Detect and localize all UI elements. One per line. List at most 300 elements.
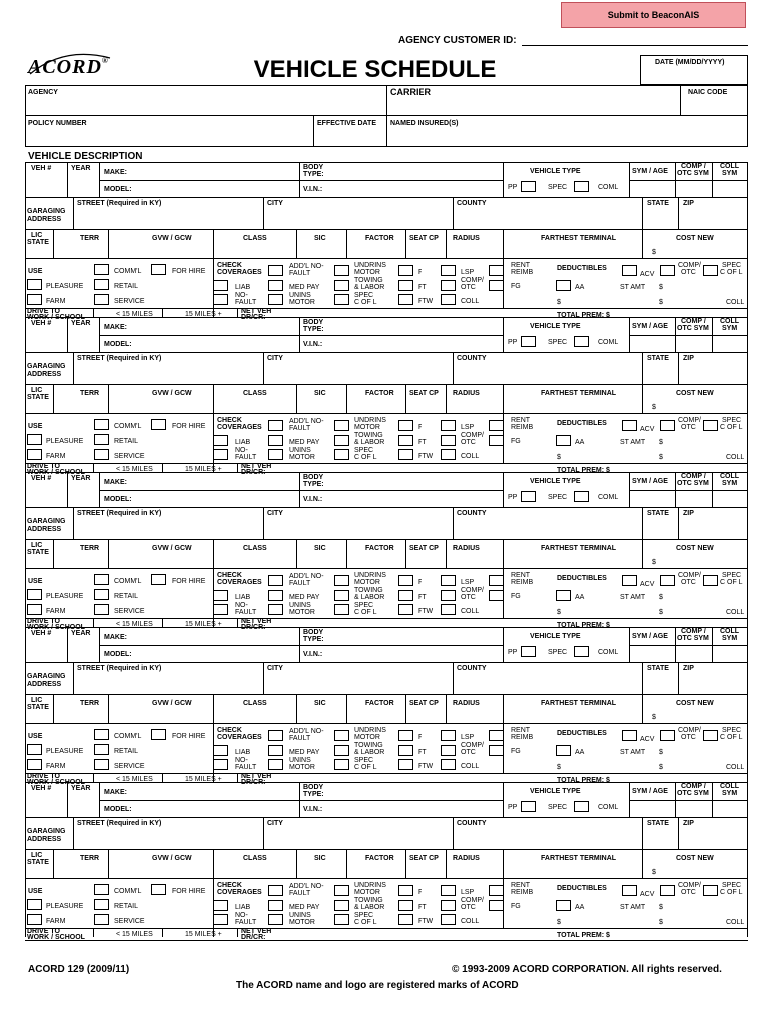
net-veh-label: NET VEH (241, 773, 272, 780)
county-field[interactable] (455, 209, 640, 227)
fg-checkbox[interactable] (489, 900, 504, 911)
cost-new-field[interactable] (660, 554, 746, 567)
spec-checkbox[interactable] (574, 646, 589, 657)
radius-field[interactable] (448, 244, 501, 257)
gvw-gcw-field[interactable] (110, 244, 211, 257)
ft-checkbox[interactable] (398, 435, 413, 446)
use-service-checkbox[interactable] (94, 604, 109, 615)
sym-age-field[interactable] (631, 181, 673, 196)
total-prem-field[interactable] (620, 929, 745, 937)
ftw-checkbox[interactable] (398, 294, 413, 305)
use-comml-checkbox[interactable] (94, 729, 109, 740)
comp-otc-checkbox[interactable] (441, 590, 456, 601)
sic-field[interactable] (298, 554, 344, 567)
use-retail-checkbox[interactable] (94, 279, 109, 290)
comp-otc-checkbox[interactable] (441, 435, 456, 446)
f-checkbox[interactable] (398, 575, 413, 586)
farthest-terminal-field[interactable] (505, 244, 640, 257)
aa-checkbox[interactable] (556, 900, 571, 911)
ft-checkbox[interactable] (398, 900, 413, 911)
rent-reimb-checkbox[interactable] (489, 420, 504, 431)
policy-number-field[interactable] (28, 129, 310, 145)
total-prem-field[interactable] (620, 464, 745, 472)
farthest-terminal-field[interactable] (505, 864, 640, 877)
zip-field[interactable] (680, 209, 745, 227)
use-retail-checkbox[interactable] (94, 744, 109, 755)
gt-15-miles-checkbox[interactable] (164, 464, 182, 472)
no-fault-checkbox[interactable] (213, 759, 228, 770)
cost-new-field[interactable] (660, 864, 746, 877)
lsp-checkbox[interactable] (441, 730, 456, 741)
rent-reimb-checkbox[interactable] (489, 265, 504, 276)
factor-field[interactable] (348, 864, 403, 877)
undrins-motor-checkbox[interactable] (334, 885, 349, 896)
coll-sym-field[interactable] (714, 181, 745, 196)
fg-checkbox[interactable] (489, 745, 504, 756)
spec-cofl-deductible-checkbox[interactable] (703, 885, 718, 896)
vin-field[interactable] (330, 801, 500, 816)
net-veh-field[interactable] (272, 619, 502, 627)
net-veh-field[interactable] (272, 464, 502, 472)
lt-15-miles-checkbox[interactable] (95, 619, 113, 627)
spec-cofl-checkbox[interactable] (334, 759, 349, 770)
city-field[interactable] (265, 674, 451, 692)
liab-checkbox[interactable] (213, 590, 228, 601)
sym-age-field[interactable] (631, 491, 673, 506)
year-field[interactable] (69, 329, 97, 351)
spec-cofl-checkbox[interactable] (334, 914, 349, 925)
towing-labor-checkbox[interactable] (334, 280, 349, 291)
acv-checkbox[interactable] (622, 885, 637, 896)
pp-label: PP (508, 339, 518, 346)
gvw-gcw-field[interactable] (110, 709, 211, 722)
class-field[interactable] (215, 554, 294, 567)
use-for-hire-checkbox[interactable] (151, 729, 166, 740)
city-field[interactable] (265, 519, 451, 537)
agency-field[interactable] (28, 97, 383, 113)
use-farm-checkbox[interactable] (27, 914, 42, 925)
liab-checkbox[interactable] (213, 280, 228, 291)
pp-checkbox[interactable] (521, 336, 536, 347)
body-type-field[interactable] (330, 474, 500, 489)
veh-number-field[interactable] (27, 794, 65, 816)
comp-otc-checkbox[interactable] (441, 745, 456, 756)
fg-checkbox[interactable] (489, 280, 504, 291)
gvw-gcw-field[interactable] (110, 864, 211, 877)
year-field[interactable] (69, 174, 97, 196)
effective-date-field[interactable] (317, 129, 383, 145)
unins-motor-checkbox[interactable] (268, 759, 283, 770)
coll-deductible-field[interactable] (666, 294, 724, 306)
city-field[interactable] (265, 829, 451, 847)
coll-deductible-field[interactable] (666, 449, 724, 461)
aa-checkbox[interactable] (556, 280, 571, 291)
unins-motor-checkbox[interactable] (268, 294, 283, 305)
factor-field[interactable] (348, 709, 403, 722)
body-type-field[interactable] (330, 164, 500, 179)
med-pay-checkbox[interactable] (268, 590, 283, 601)
veh-number-field[interactable] (27, 484, 65, 506)
class-field[interactable] (215, 399, 294, 412)
body-type-field[interactable] (330, 319, 500, 334)
pp-checkbox[interactable] (521, 491, 536, 502)
terr-field[interactable] (55, 399, 106, 412)
spec-checkbox[interactable] (574, 491, 589, 502)
vin-field[interactable] (330, 491, 500, 506)
radius-field[interactable] (448, 709, 501, 722)
cost-new-field[interactable] (660, 709, 746, 722)
deductible-amount-field[interactable] (564, 759, 644, 771)
year-field[interactable] (69, 639, 97, 661)
undrins-motor-checkbox[interactable] (334, 420, 349, 431)
cost-new-field[interactable] (660, 399, 746, 412)
lt-15-miles-checkbox[interactable] (95, 774, 113, 782)
pp-checkbox[interactable] (521, 181, 536, 192)
ft-checkbox[interactable] (398, 590, 413, 601)
use-pleasure-checkbox[interactable] (27, 589, 42, 600)
undrins-motor-checkbox[interactable] (334, 575, 349, 586)
spec-cofl-deductible-checkbox[interactable] (703, 575, 718, 586)
terr-field[interactable] (55, 244, 106, 257)
use-service-checkbox[interactable] (94, 294, 109, 305)
state-field[interactable] (644, 364, 676, 382)
terr-field[interactable] (55, 554, 106, 567)
coll-sym-field[interactable] (714, 646, 745, 661)
f-checkbox[interactable] (398, 730, 413, 741)
towing-labor-checkbox[interactable] (334, 900, 349, 911)
comp-otc-sym-field[interactable] (677, 181, 710, 196)
aa-checkbox[interactable] (556, 590, 571, 601)
net-veh-field[interactable] (272, 929, 502, 937)
street-field[interactable] (75, 829, 261, 847)
aa-checkbox[interactable] (556, 745, 571, 756)
zip-field[interactable] (680, 364, 745, 382)
coll-coverage-checkbox[interactable] (441, 449, 456, 460)
use-farm-checkbox[interactable] (27, 759, 42, 770)
towing-labor-checkbox[interactable] (334, 590, 349, 601)
use-service-checkbox[interactable] (94, 759, 109, 770)
liab-checkbox[interactable] (213, 900, 228, 911)
class-field[interactable] (215, 709, 294, 722)
ft-checkbox[interactable] (398, 745, 413, 756)
comp-otc-deductible-checkbox[interactable] (660, 885, 675, 896)
coll-sym-field[interactable] (714, 336, 745, 351)
sic-field[interactable] (298, 399, 344, 412)
zip-field[interactable] (680, 519, 745, 537)
coll-coverage-checkbox[interactable] (441, 294, 456, 305)
ftw-checkbox[interactable] (398, 604, 413, 615)
liab-checkbox[interactable] (213, 435, 228, 446)
model-field[interactable] (138, 336, 296, 351)
spec-cofl-checkbox[interactable] (334, 449, 349, 460)
no-fault-checkbox[interactable] (213, 604, 228, 615)
spec-checkbox[interactable] (574, 181, 589, 192)
total-prem-field[interactable] (620, 774, 745, 782)
use-service-checkbox[interactable] (94, 914, 109, 925)
model-field[interactable] (138, 646, 296, 661)
lsp-checkbox[interactable] (441, 885, 456, 896)
addl-no-fault-checkbox[interactable] (268, 730, 283, 741)
comp-otc-deductible-checkbox[interactable] (660, 265, 675, 276)
terr-field[interactable] (55, 864, 106, 877)
comp-otc-checkbox[interactable] (441, 900, 456, 911)
use-retail-checkbox[interactable] (94, 589, 109, 600)
use-for-hire-checkbox[interactable] (151, 264, 166, 275)
county-field[interactable] (455, 829, 640, 847)
naic-field[interactable] (684, 98, 746, 114)
carrier-field[interactable] (390, 98, 676, 114)
named-insured-field[interactable] (390, 129, 745, 145)
lt-15-miles-checkbox[interactable] (95, 929, 113, 937)
vin-field[interactable] (330, 181, 500, 196)
factor-field[interactable] (348, 244, 403, 257)
county-field[interactable] (455, 519, 640, 537)
use-farm-checkbox[interactable] (27, 449, 42, 460)
radius-field[interactable] (448, 554, 501, 567)
aa-checkbox[interactable] (556, 435, 571, 446)
spec-cofl-deductible-checkbox[interactable] (703, 420, 718, 431)
lsp-label: LSP (461, 424, 475, 431)
radius-field[interactable] (448, 864, 501, 877)
spec-cofl-checkbox[interactable] (334, 604, 349, 615)
net-veh-field[interactable] (272, 774, 502, 782)
med-pay-checkbox[interactable] (268, 435, 283, 446)
coll-coverage-checkbox[interactable] (441, 604, 456, 615)
spec-checkbox[interactable] (574, 336, 589, 347)
model-field[interactable] (138, 491, 296, 506)
factor-field[interactable] (348, 554, 403, 567)
vin-field[interactable] (330, 646, 500, 661)
use-retail-checkbox[interactable] (94, 899, 109, 910)
med-pay-checkbox[interactable] (268, 280, 283, 291)
gvw-gcw-field[interactable] (110, 399, 211, 412)
use-comml-checkbox[interactable] (94, 264, 109, 275)
lt-15-miles-checkbox[interactable] (95, 464, 113, 472)
state-field[interactable] (644, 209, 676, 227)
use-farm-checkbox[interactable] (27, 604, 42, 615)
factor-label: FACTOR (365, 545, 394, 552)
deductible-amount-field[interactable] (564, 294, 644, 306)
addl-no-fault-checkbox[interactable] (268, 420, 283, 431)
street-field[interactable] (75, 364, 261, 382)
sic-field[interactable] (298, 709, 344, 722)
gt-15-miles-checkbox[interactable] (164, 619, 182, 627)
use-pleasure-checkbox[interactable] (27, 899, 42, 910)
use-farm-checkbox[interactable] (27, 294, 42, 305)
ft-checkbox[interactable] (398, 280, 413, 291)
lt-15-miles-checkbox[interactable] (95, 309, 113, 317)
comp-otc-sym-field[interactable] (677, 336, 710, 351)
sym-age-field[interactable] (631, 801, 673, 816)
ftw-checkbox[interactable] (398, 914, 413, 925)
total-prem-field[interactable] (620, 619, 745, 627)
rent-reimb-checkbox[interactable] (489, 575, 504, 586)
street-field[interactable] (75, 519, 261, 537)
model-field[interactable] (138, 801, 296, 816)
addl-no-fault-checkbox[interactable] (268, 265, 283, 276)
state-field[interactable] (644, 829, 676, 847)
med-pay-checkbox[interactable] (268, 745, 283, 756)
model-field[interactable] (138, 181, 296, 196)
date-field[interactable] (640, 55, 748, 85)
county-field[interactable] (455, 674, 640, 692)
lsp-checkbox[interactable] (441, 420, 456, 431)
lsp-checkbox[interactable] (441, 575, 456, 586)
net-veh-field[interactable] (272, 309, 502, 317)
year-field[interactable] (69, 484, 97, 506)
spec-checkbox[interactable] (574, 801, 589, 812)
seat-cp-field[interactable] (407, 864, 444, 877)
farthest-terminal-field[interactable] (505, 554, 640, 567)
agency-customer-id-field[interactable] (522, 45, 748, 46)
make-field[interactable] (135, 629, 295, 644)
undrins-motor-checkbox[interactable] (334, 730, 349, 741)
comp-otc-deductible-checkbox[interactable] (660, 420, 675, 431)
deductible-amount-field[interactable] (564, 449, 644, 461)
radius-field[interactable] (448, 399, 501, 412)
rent-reimb-checkbox[interactable] (489, 730, 504, 741)
pp-checkbox[interactable] (521, 801, 536, 812)
undrins-motor-checkbox[interactable] (334, 265, 349, 276)
f-checkbox[interactable] (398, 885, 413, 896)
comp-otc-deductible-checkbox[interactable] (660, 730, 675, 741)
make-field[interactable] (135, 319, 295, 334)
gt-15-miles-checkbox[interactable] (164, 929, 182, 937)
use-comml-checkbox[interactable] (94, 574, 109, 585)
no-fault-checkbox[interactable] (213, 294, 228, 305)
class-field[interactable] (215, 244, 294, 257)
comp-otc-deductible-checkbox[interactable] (660, 575, 675, 586)
coll-coverage-checkbox[interactable] (441, 759, 456, 770)
coll-deductible-field[interactable] (666, 759, 724, 771)
body-type-field[interactable] (330, 784, 500, 799)
spec-cofl-deductible-checkbox[interactable] (703, 265, 718, 276)
acv-checkbox[interactable] (622, 265, 637, 276)
make-field[interactable] (135, 164, 295, 179)
comp-otc-sym-field[interactable] (677, 646, 710, 661)
use-for-hire-checkbox[interactable] (151, 574, 166, 585)
use-pleasure-checkbox[interactable] (27, 434, 42, 445)
year-field[interactable] (69, 794, 97, 816)
farthest-terminal-field[interactable] (505, 399, 640, 412)
seat-cp-field[interactable] (407, 709, 444, 722)
comp-otc-checkbox[interactable] (441, 280, 456, 291)
state-field[interactable] (644, 674, 676, 692)
acv-checkbox[interactable] (622, 730, 637, 741)
use-for-hire-checkbox[interactable] (151, 419, 166, 430)
body-type-field[interactable] (330, 629, 500, 644)
coll-deductible-field[interactable] (666, 604, 724, 616)
sic-field[interactable] (298, 244, 344, 257)
lsp-checkbox[interactable] (441, 265, 456, 276)
pp-checkbox[interactable] (521, 646, 536, 657)
unins-motor-checkbox[interactable] (268, 604, 283, 615)
veh-number-field[interactable] (27, 174, 65, 196)
deductible-amount-field[interactable] (564, 604, 644, 616)
vin-field[interactable] (330, 336, 500, 351)
terr-field[interactable] (55, 709, 106, 722)
city-field[interactable] (265, 209, 451, 227)
farthest-terminal-field[interactable] (505, 709, 640, 722)
use-comml-checkbox[interactable] (94, 419, 109, 430)
spec-cofl-checkbox[interactable] (334, 294, 349, 305)
county-field[interactable] (455, 364, 640, 382)
use-service-checkbox[interactable] (94, 449, 109, 460)
fg-checkbox[interactable] (489, 435, 504, 446)
seat-cp-field[interactable] (407, 244, 444, 257)
comp-label: COMP / (681, 628, 706, 635)
use-retail-checkbox[interactable] (94, 434, 109, 445)
ftw-checkbox[interactable] (398, 449, 413, 460)
towing-labor-checkbox[interactable] (334, 435, 349, 446)
zip-field[interactable] (680, 674, 745, 692)
comp-otc-sym-field[interactable] (677, 801, 710, 816)
addl-no-fault-checkbox[interactable] (268, 575, 283, 586)
sic-field[interactable] (298, 864, 344, 877)
towing-label: TOWING (354, 432, 383, 439)
sym-age-field[interactable] (631, 336, 673, 351)
no-fault-checkbox[interactable] (213, 914, 228, 925)
unins-motor-checkbox[interactable] (268, 914, 283, 925)
acv-checkbox[interactable] (622, 420, 637, 431)
comp-otc-sym-field[interactable] (677, 491, 710, 506)
make-field[interactable] (135, 784, 295, 799)
use-pleasure-checkbox[interactable] (27, 279, 42, 290)
class-field[interactable] (215, 864, 294, 877)
coll-sym-field[interactable] (714, 801, 745, 816)
gt-15-miles-checkbox[interactable] (164, 774, 182, 782)
unins-motor-checkbox[interactable] (268, 449, 283, 460)
acv-checkbox[interactable] (622, 575, 637, 586)
street-field[interactable] (75, 674, 261, 692)
zip-field[interactable] (680, 829, 745, 847)
sym-age-field[interactable] (631, 646, 673, 661)
liab-checkbox[interactable] (213, 745, 228, 756)
towing-labor-checkbox[interactable] (334, 745, 349, 756)
med-pay-checkbox[interactable] (268, 900, 283, 911)
city-field[interactable] (265, 364, 451, 382)
total-prem-field[interactable] (620, 309, 745, 317)
addl-no-fault-checkbox[interactable] (268, 885, 283, 896)
f-checkbox[interactable] (398, 265, 413, 276)
veh-number-field[interactable] (27, 639, 65, 661)
spec-cofl-deductible-checkbox[interactable] (703, 730, 718, 741)
use-for-hire-checkbox[interactable] (151, 884, 166, 895)
use-comml-checkbox[interactable] (94, 884, 109, 895)
seat-cp-field[interactable] (407, 399, 444, 412)
use-pleasure-checkbox[interactable] (27, 744, 42, 755)
no-fault-checkbox[interactable] (213, 449, 228, 460)
factor-field[interactable] (348, 399, 403, 412)
coll-sym-field[interactable] (714, 491, 745, 506)
coll-deductible-field[interactable] (666, 914, 724, 926)
coll-coverage-checkbox[interactable] (441, 914, 456, 925)
gt-15-miles-checkbox[interactable] (164, 309, 182, 317)
submit-to-beaconais-button[interactable]: Submit to BeaconAIS (561, 2, 746, 28)
deductible-amount-field[interactable] (564, 914, 644, 926)
seat-cp-field[interactable] (407, 554, 444, 567)
f-checkbox[interactable] (398, 420, 413, 431)
gvw-gcw-field[interactable] (110, 554, 211, 567)
state-field[interactable] (644, 519, 676, 537)
make-field[interactable] (135, 474, 295, 489)
rent-reimb-checkbox[interactable] (489, 885, 504, 896)
cost-new-field[interactable] (660, 244, 746, 257)
fg-checkbox[interactable] (489, 590, 504, 601)
ftw-checkbox[interactable] (398, 759, 413, 770)
veh-number-field[interactable] (27, 329, 65, 351)
street-field[interactable] (75, 209, 261, 227)
